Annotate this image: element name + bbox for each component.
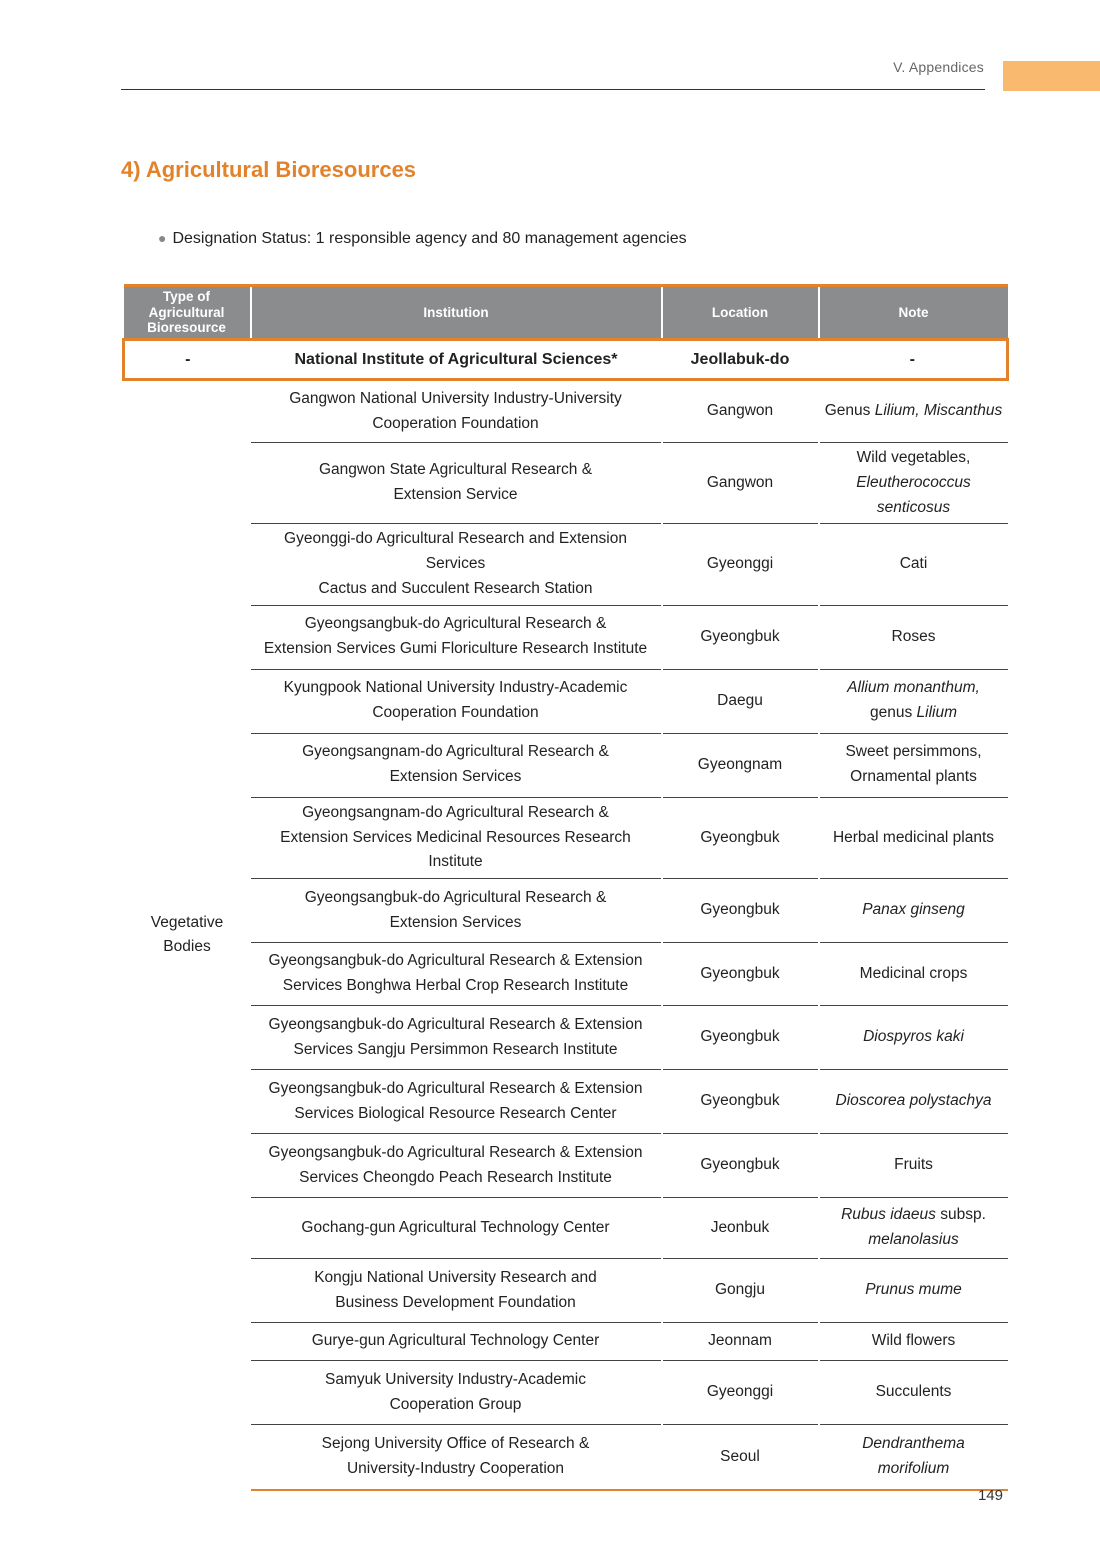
location-cell: Gyeongbuk bbox=[662, 605, 819, 669]
note-cell bbox=[819, 605, 1008, 669]
header-note: Note bbox=[819, 286, 1008, 340]
institution-cell: Sejong University Office of Research & University-Industry Cooperation bbox=[251, 1425, 662, 1490]
table-row bbox=[124, 797, 1008, 878]
note-cell bbox=[819, 797, 1008, 878]
institution-cell: Kyungpook National University Industry-Academic Cooperation Foundation bbox=[251, 669, 662, 733]
note-text: Wild vegetables, bbox=[856, 449, 971, 466]
management-agencies bbox=[124, 380, 1008, 1490]
note-text: Rubus idaeus bbox=[841, 1206, 936, 1224]
table-row bbox=[124, 1198, 1008, 1259]
note-cell bbox=[819, 380, 1008, 443]
note-text: Herbal medicinal plants bbox=[832, 828, 995, 846]
table-row bbox=[124, 1006, 1008, 1070]
table-row bbox=[124, 943, 1008, 1006]
type-cell: Vegetative Bodies bbox=[150, 913, 224, 956]
note-text: Allium monanthum, bbox=[847, 679, 980, 697]
institution-cell: Gyeongsangbuk-do Agricultural Research & Extension Services Sangju Persimmon Research Institute bbox=[251, 1006, 662, 1070]
responsible-institution: National Institute of Agricultural Sciences* bbox=[251, 340, 662, 380]
header-accent-tab bbox=[1003, 61, 1100, 91]
location-cell: Seoul bbox=[662, 1425, 819, 1490]
note-text: Lilium, Miscanthus bbox=[874, 402, 1003, 420]
table-row bbox=[124, 443, 1008, 524]
note-text: Panax ginseng bbox=[862, 901, 965, 919]
institution-cell: Gochang-gun Agricultural Technology Center bbox=[251, 1198, 662, 1259]
institution-cell: Gyeongsangnam-do Agricultural Research & Extension Services Medicinal Resources Research Institute bbox=[251, 797, 662, 878]
responsible-type: - bbox=[124, 340, 251, 380]
table-row bbox=[124, 1361, 1008, 1425]
location-cell: Gyeonggi bbox=[662, 524, 819, 605]
designation-status-text: Designation Status: 1 responsible agency and 80 management agencies bbox=[172, 230, 687, 247]
note-cell bbox=[819, 1323, 1008, 1361]
responsible-agency-row bbox=[124, 340, 1008, 380]
note-cell bbox=[819, 943, 1008, 1006]
header-section-label: V. Appendices bbox=[893, 59, 984, 75]
institution-cell: Gyeongsangbuk-do Agricultural Research & Extension Services Biological Resource Research Center bbox=[251, 1070, 662, 1134]
institution-cell: Gangwon State Agricultural Research & Extension Service bbox=[251, 443, 662, 524]
institution-cell: Gyeongsangbuk-do Agricultural Research & Extension Services Gumi Floriculture Research Institute bbox=[251, 605, 662, 669]
note-text: Prunus mume bbox=[865, 1281, 962, 1299]
note-cell bbox=[819, 1006, 1008, 1070]
header-type: Type of Agricultural Bioresource bbox=[124, 286, 251, 340]
note-cell bbox=[819, 1361, 1008, 1425]
note-text: genus bbox=[869, 704, 913, 722]
page-number: 149 bbox=[977, 1487, 1003, 1504]
designation-status bbox=[158, 230, 687, 248]
table-row bbox=[124, 605, 1008, 669]
note-cell bbox=[819, 1259, 1008, 1323]
note-cell bbox=[819, 879, 1008, 943]
note-cell bbox=[819, 1198, 1008, 1259]
note-text: subsp. bbox=[940, 1206, 986, 1224]
table-row bbox=[124, 1259, 1008, 1323]
institution-cell: Gangwon National University Industry-University Cooperation Foundation bbox=[251, 380, 662, 443]
institution-cell: Gyeongsangbuk-do Agricultural Research & Extension Services Bonghwa Herbal Crop Research Institute bbox=[251, 943, 662, 1006]
note-text: Medicinal crops bbox=[859, 964, 968, 982]
responsible-note: - bbox=[819, 340, 1008, 380]
note-cell bbox=[819, 524, 1008, 605]
institution-cell: Gyeongsangbuk-do Agricultural Research & Extension Services bbox=[251, 879, 662, 943]
note-cell bbox=[819, 669, 1008, 733]
note-text: Wild flowers bbox=[871, 1332, 956, 1350]
location-cell: Gongju bbox=[662, 1259, 819, 1323]
location-cell: Jeonnam bbox=[662, 1323, 819, 1361]
table-row bbox=[124, 1134, 1008, 1198]
note-text: Sweet persimmons, Ornamental plants bbox=[845, 743, 982, 786]
table-row bbox=[124, 380, 1008, 443]
responsible-location: Jeollabuk-do bbox=[662, 340, 819, 380]
note-text: Fruits bbox=[894, 1156, 933, 1174]
section-title: 4) Agricultural Bioresources bbox=[121, 157, 417, 182]
institution-cell: Gyeongsangbuk-do Agricultural Research & Extension Services Cheongdo Peach Research Institute bbox=[251, 1134, 662, 1198]
note-text: Cati bbox=[899, 555, 928, 573]
institution-cell: Kongju National University Research and Business Development Foundation bbox=[251, 1259, 662, 1323]
table-row bbox=[124, 669, 1008, 733]
header-rule bbox=[121, 89, 985, 90]
table-row bbox=[124, 524, 1008, 605]
institution-cell: Samyuk University Industry-Academic Cooperation Group bbox=[251, 1361, 662, 1425]
note-text: Diospyros kaki bbox=[863, 1028, 964, 1046]
note-text: Genus bbox=[824, 402, 875, 420]
header-institution: Institution bbox=[251, 286, 662, 340]
institution-cell: Gyeongsangnam-do Agricultural Research & Extension Services bbox=[251, 733, 662, 797]
location-cell: Gyeongbuk bbox=[662, 943, 819, 1006]
institution-cell: Gyeonggi-do Agricultural Research and Extension Services Cactus and Succulent Research Station bbox=[251, 524, 662, 605]
note-text: Eleutherococcus senticosus bbox=[856, 473, 971, 516]
note-text: Dendranthema morifolium bbox=[862, 1435, 965, 1477]
location-cell: Gyeonggi bbox=[662, 1361, 819, 1425]
note-text: Roses bbox=[891, 627, 936, 645]
location-cell: Gyeongbuk bbox=[662, 797, 819, 878]
location-cell: Gyeongnam bbox=[662, 733, 819, 797]
location-cell: Daegu bbox=[662, 669, 819, 733]
location-cell: Gangwon bbox=[662, 380, 819, 443]
bullet-icon: ● bbox=[158, 230, 167, 246]
note-cell bbox=[819, 443, 1008, 524]
note-cell bbox=[819, 1070, 1008, 1134]
header-location: Location bbox=[662, 286, 819, 340]
location-cell: Gyeongbuk bbox=[662, 1134, 819, 1198]
location-cell: Gyeongbuk bbox=[662, 1070, 819, 1134]
table-header-row bbox=[124, 286, 1008, 340]
note-text: Lilium bbox=[916, 704, 958, 722]
note-text: Succulents bbox=[875, 1383, 952, 1401]
location-cell: Gyeongbuk bbox=[662, 1006, 819, 1070]
note-text: melanolasius bbox=[868, 1231, 959, 1249]
table-row bbox=[124, 1425, 1008, 1490]
location-cell: Gyeongbuk bbox=[662, 879, 819, 943]
note-cell bbox=[819, 1425, 1008, 1490]
location-cell: Jeonbuk bbox=[662, 1198, 819, 1259]
table-row bbox=[124, 733, 1008, 797]
bioresources-table bbox=[122, 284, 1009, 1491]
location-cell: Gangwon bbox=[662, 443, 819, 524]
note-cell bbox=[819, 1134, 1008, 1198]
note-text: Dioscorea polystachya bbox=[835, 1092, 992, 1110]
table-row bbox=[124, 879, 1008, 943]
institution-cell: Gurye-gun Agricultural Technology Center bbox=[251, 1323, 662, 1361]
table-row bbox=[124, 1070, 1008, 1134]
table-row bbox=[124, 1323, 1008, 1361]
note-cell bbox=[819, 733, 1008, 797]
